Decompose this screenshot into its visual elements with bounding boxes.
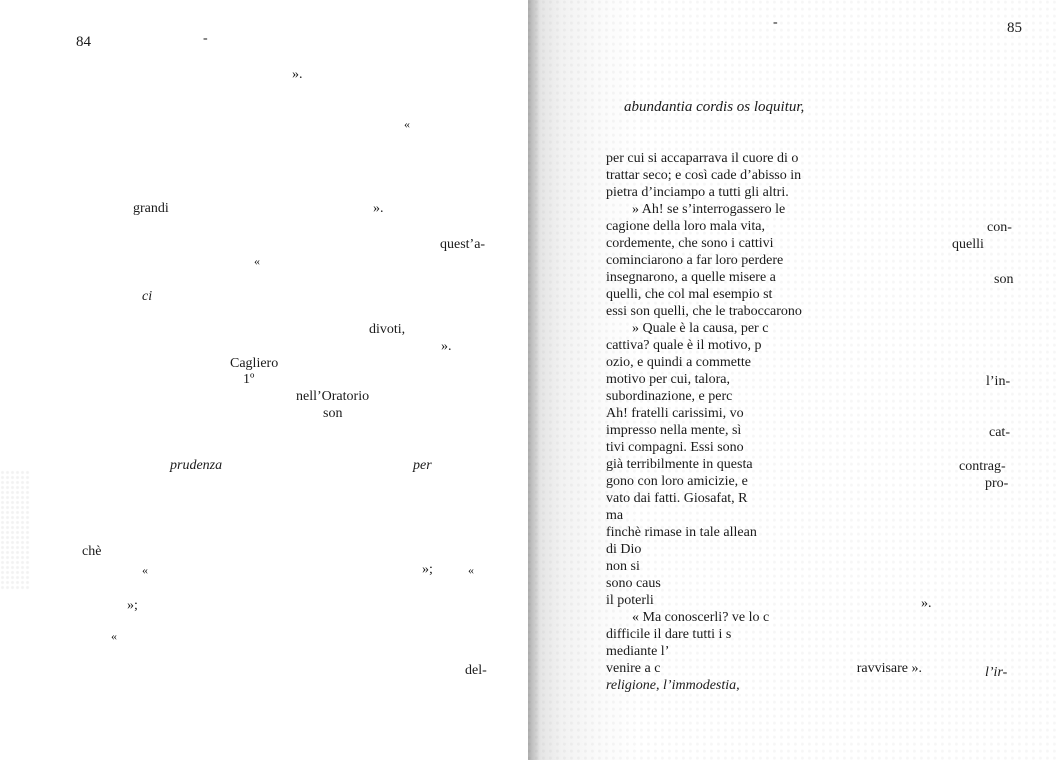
text-fragment: pro- — [985, 476, 1009, 491]
text-line: difficile il dare tutti i s — [606, 627, 732, 642]
text-line: » Quale è la causa, per c — [632, 321, 769, 336]
line-end-fragment: ravvisare ». — [856, 661, 922, 676]
text-fragment: del- — [465, 663, 487, 678]
text-line: motivo per cui, talora, — [606, 372, 731, 387]
text-fragment: quest’a- — [440, 237, 486, 252]
text-fragment: ». — [373, 201, 384, 216]
text-line: di Dio — [606, 542, 642, 557]
text-line: » Ah! se s’interrogassero le — [632, 202, 786, 217]
text-line: essi son quelli, che le traboccarono — [606, 304, 802, 319]
header-dash: - — [203, 31, 208, 46]
text-line: cagione della loro mala vita, — [606, 219, 765, 234]
text-fragment: son — [994, 272, 1014, 287]
text-fragment: « — [468, 563, 474, 577]
text-fragment: ». — [921, 596, 932, 611]
text-line: cordemente, che sono i cattivi — [606, 236, 774, 251]
text-fragment: « — [142, 563, 148, 577]
text-line: tivi compagni. Essi sono — [606, 440, 744, 455]
text-fragment: grandi — [133, 201, 169, 216]
text-fragment: l’ir- — [985, 665, 1008, 680]
text-fragment: « — [111, 629, 117, 643]
text-line: venire a c — [606, 661, 661, 676]
text-fragment: »; — [422, 562, 433, 577]
text-fragment: ». — [292, 67, 303, 82]
text-fragment: ». — [441, 339, 452, 354]
text-line: già terribilmente in questa — [606, 457, 753, 472]
text-line: religione, l’immodestia, — [606, 678, 740, 693]
text-line: pietra d’inciampo a tutti gli altri. — [606, 185, 789, 200]
text-line: impresso nella mente, sì — [606, 423, 742, 438]
text-line: quelli, che col mal esempio st — [606, 287, 773, 302]
page-number: 84 — [76, 34, 91, 50]
gutter-shadow — [528, 0, 540, 760]
text-line: vato dai fatti. Giosafat, R — [606, 491, 748, 506]
text-line: non si — [606, 559, 640, 574]
text-fragment: contrag- — [959, 459, 1006, 474]
epigraph: abundantia cordis os loquitur, — [624, 99, 805, 115]
text-fragment: cat- — [989, 425, 1010, 440]
page-edge-texture — [0, 470, 30, 590]
main-text-column — [606, 150, 922, 694]
text-line: Ah! fratelli carissimi, vo — [606, 406, 744, 421]
text-line: ozio, e quindi a commette — [606, 355, 752, 370]
text-fragment: l’in- — [986, 374, 1011, 389]
text-line: il poterli — [606, 593, 654, 608]
text-line: subordinazione, e perc — [606, 389, 733, 404]
text-fragment: Cagliero — [230, 356, 279, 371]
header-dash: - — [773, 15, 778, 30]
text-fragment: ci — [142, 289, 153, 304]
text-fragment: per — [413, 458, 432, 473]
text-fragment: prudenza — [170, 458, 223, 473]
right-page — [528, 0, 1056, 760]
text-line: mediante l’ — [606, 644, 670, 659]
text-line: finchè rimase in tale allean — [606, 525, 757, 540]
text-fragment: con- — [987, 220, 1012, 235]
text-line: gono con loro amicizie, e — [606, 474, 748, 489]
text-fragment: « — [254, 254, 260, 268]
text-line: insegnarono, a quelle misere a — [606, 270, 776, 285]
text-line: cominciarono a far loro perdere — [606, 253, 784, 268]
text-fragment: quelli — [952, 237, 984, 252]
text-line-with-end — [606, 660, 922, 677]
text-fragment: 1º — [243, 372, 255, 387]
text-line: cattiva? quale è il motivo, p — [606, 338, 762, 353]
text-line: « Ma conoscerli? ve lo c — [632, 610, 770, 625]
text-fragment: « — [404, 117, 410, 131]
text-fragment: divoti, — [369, 322, 406, 337]
text-fragment: son — [323, 406, 343, 421]
text-line: per cui si accaparrava il cuore di o — [606, 151, 799, 166]
text-line: sono caus — [606, 576, 661, 591]
text-fragment: chè — [82, 544, 102, 559]
page-number: 85 — [1007, 20, 1022, 36]
text-fragment: nell’Oratorio — [296, 389, 370, 404]
text-line: trattar seco; e così cade d’abisso in — [606, 168, 802, 183]
text-line: ma — [606, 508, 624, 523]
text-fragment: »; — [127, 598, 138, 613]
